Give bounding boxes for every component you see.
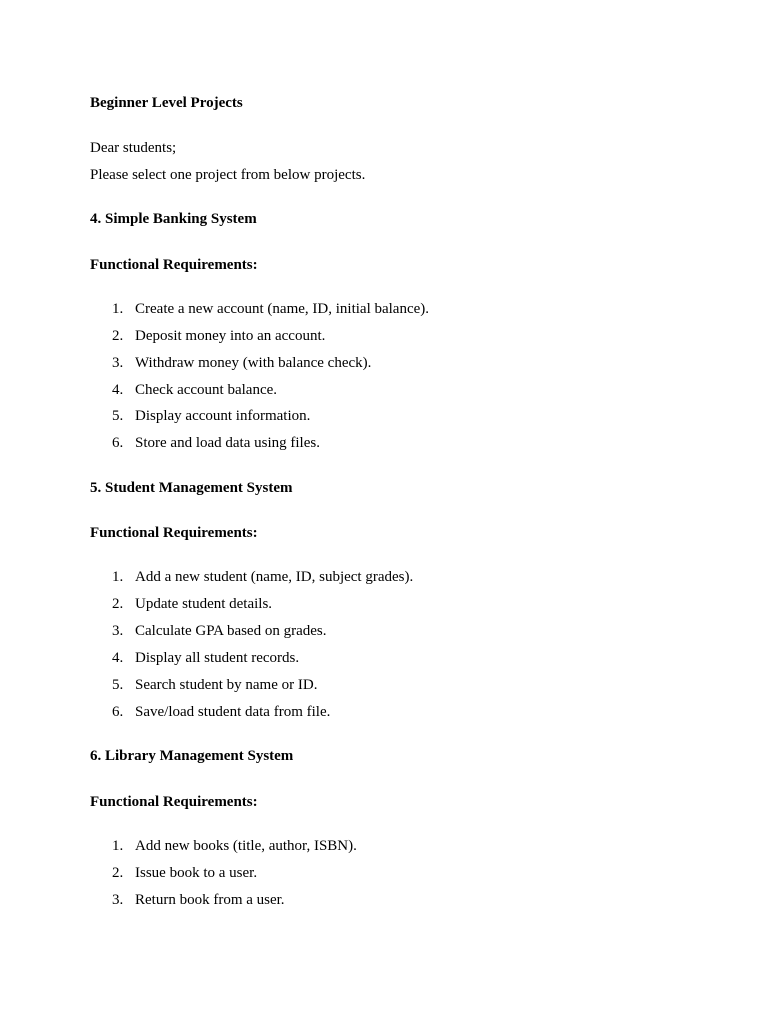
list-text: Store and load data using files. bbox=[135, 435, 320, 451]
list-text: Display account information. bbox=[135, 408, 311, 424]
list-number: 1. bbox=[112, 569, 124, 585]
list-number: 6. bbox=[112, 435, 124, 451]
list-text: Search student by name or ID. bbox=[135, 677, 318, 693]
list-number: 6. bbox=[112, 704, 124, 720]
list-text: Calculate GPA based on grades. bbox=[135, 623, 327, 639]
list-item bbox=[108, 354, 371, 372]
list-text: Issue book to a user. bbox=[135, 865, 258, 881]
list-text: Display all student records. bbox=[135, 650, 300, 666]
list-number: 5. bbox=[112, 677, 124, 693]
list-text: Add a new student (name, ID, subject grades). bbox=[135, 569, 414, 585]
list-item bbox=[108, 676, 317, 694]
list-text: Create a new account (name, ID, initial balance). bbox=[135, 301, 430, 317]
list-text: Save/load student data from file. bbox=[135, 704, 331, 720]
greeting-text: Dear students; bbox=[90, 140, 177, 156]
list-number: 3. bbox=[112, 623, 124, 639]
requirements-heading: Functional Requirements: bbox=[90, 794, 258, 810]
list-item bbox=[108, 407, 310, 425]
list-number: 4. bbox=[112, 382, 124, 398]
page-title: Beginner Level Projects bbox=[90, 95, 243, 111]
list-item bbox=[108, 327, 325, 345]
list-number: 3. bbox=[112, 892, 124, 908]
list-number: 2. bbox=[112, 865, 124, 881]
list-text: Deposit money into an account. bbox=[135, 328, 326, 344]
list-item bbox=[108, 595, 272, 613]
list-item bbox=[108, 703, 330, 721]
project-heading-student: 5. Student Management System bbox=[90, 480, 293, 496]
list-item bbox=[108, 622, 327, 640]
list-number: 1. bbox=[112, 838, 124, 854]
list-number: 4. bbox=[112, 650, 124, 666]
list-item bbox=[108, 568, 413, 586]
list-item bbox=[108, 300, 429, 318]
list-item bbox=[108, 649, 299, 667]
list-text: Return book from a user. bbox=[135, 892, 285, 908]
list-item bbox=[108, 837, 357, 855]
list-text: Update student details. bbox=[135, 596, 273, 612]
list-number: 5. bbox=[112, 408, 124, 424]
list-text: Add new books (title, author, ISBN). bbox=[135, 838, 357, 854]
list-item bbox=[108, 891, 285, 909]
project-heading-banking: 4. Simple Banking System bbox=[90, 211, 257, 227]
requirements-heading: Functional Requirements: bbox=[90, 525, 258, 541]
list-number: 1. bbox=[112, 301, 124, 317]
list-number: 2. bbox=[112, 328, 124, 344]
project-heading-library: 6. Library Management System bbox=[90, 748, 294, 764]
list-item bbox=[108, 434, 320, 452]
list-text: Withdraw money (with balance check). bbox=[135, 355, 372, 371]
list-item bbox=[108, 864, 257, 882]
list-number: 3. bbox=[112, 355, 124, 371]
list-text: Check account balance. bbox=[135, 382, 278, 398]
requirements-heading: Functional Requirements: bbox=[90, 257, 258, 273]
list-number: 2. bbox=[112, 596, 124, 612]
instruction-text: Please select one project from below projects. bbox=[90, 167, 366, 183]
list-item bbox=[108, 381, 277, 399]
